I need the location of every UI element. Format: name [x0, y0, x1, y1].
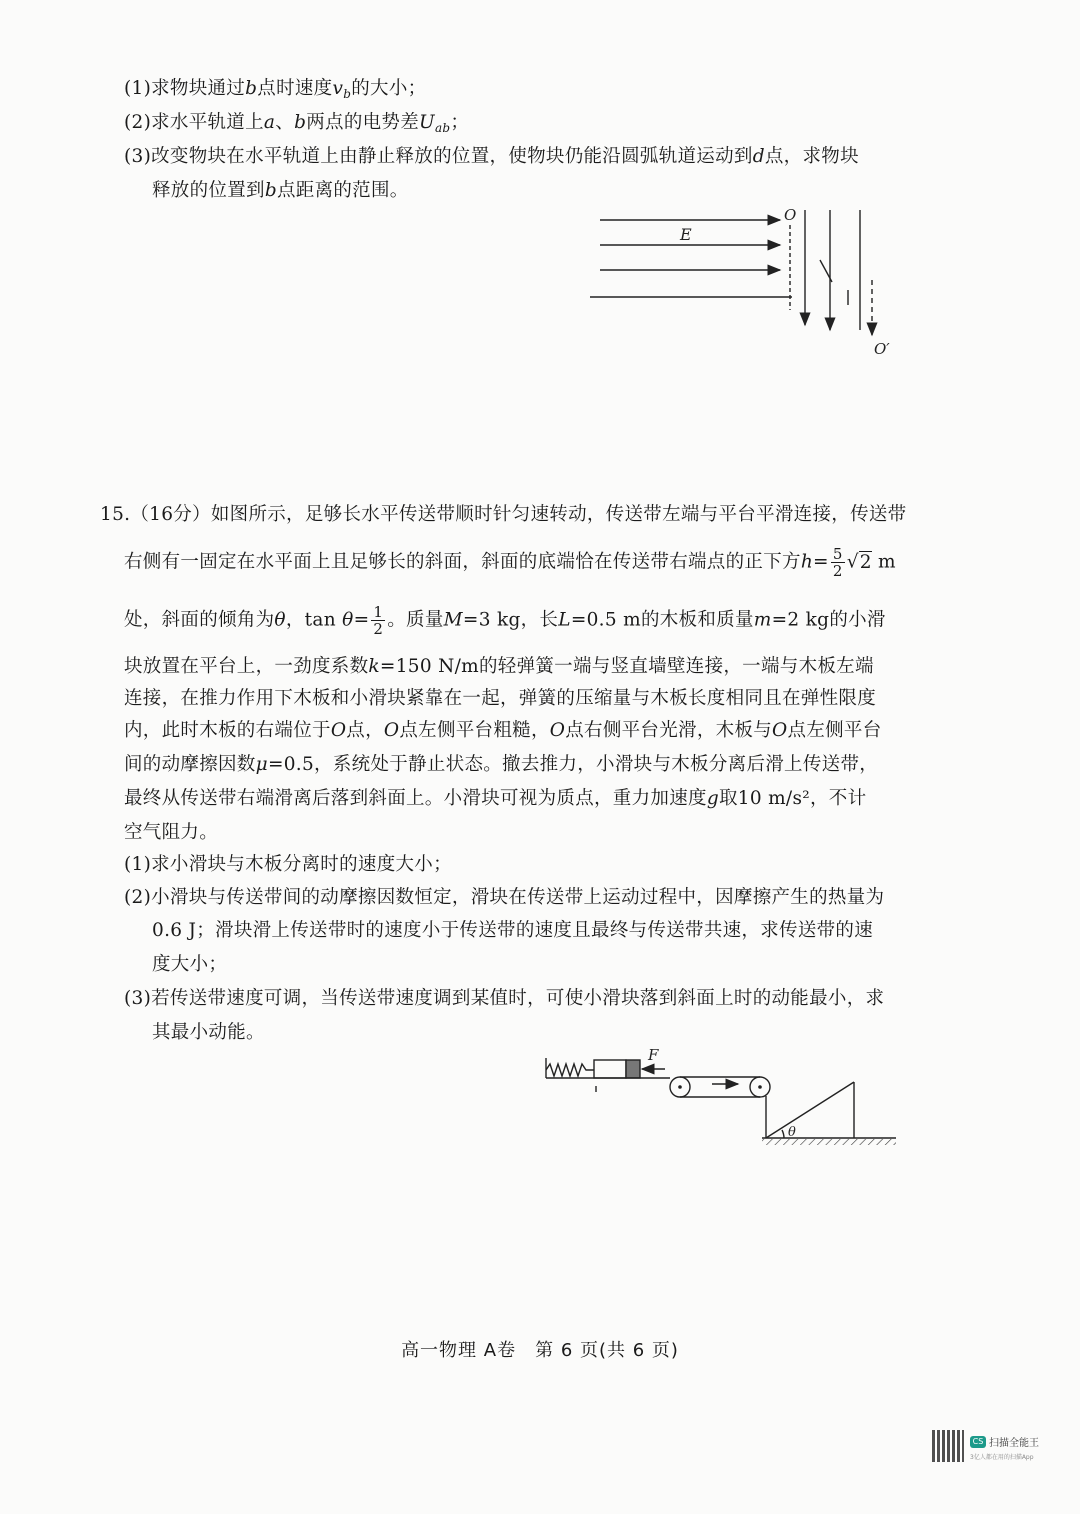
page-footer: 高一物理 A卷 第 6 页(共 6 页): [401, 1340, 679, 1361]
camscanner-logo-icon: CS: [970, 1436, 986, 1448]
qr-code-icon: [932, 1430, 964, 1462]
scanner-watermark: [932, 1430, 1044, 1470]
angle-label-theta: θ: [788, 1125, 796, 1140]
force-label-F: F: [648, 1046, 659, 1064]
watermark-app-name: 扫描全能王: [989, 1438, 1039, 1449]
q15-line-4: 块放置在平台上，一劲度系数k=150 N/m的轻弹簧一端与竖直墙壁连接，一端与木板左端: [124, 656, 874, 677]
q14-part-3: (3)改变物块在水平轨道上由静止释放的位置，使物块仍能沿圆弧轨道运动到d点，求物块: [124, 146, 859, 167]
q14-part-3-cont: 释放的位置到b点距离的范围。: [152, 180, 409, 201]
q15-line-6: 内，此时木板的右端位于O点，O点左侧平台粗糙，O点右侧平台光滑，木板与O点左侧平台: [124, 720, 882, 741]
q15-line-8: 最终从传送带右端滑离后落到斜面上。小滑块可视为质点，重力加速度g取10 m/s²，不计: [124, 788, 867, 809]
q15-conveyor-diagram: [540, 1040, 900, 1160]
q15-part-2-cont-2: 度大小；: [152, 954, 228, 975]
q15-line-3: 处，斜面的倾角为θ，tan θ= $\frac{1}{2}$ 。质量M=3 kg，长L=0.5 m的木板和质量m=2 kg的小滑: [124, 603, 886, 638]
q15-part-3-cont: 其最小动能。: [152, 1022, 265, 1043]
q15-line-5: 连接，在推力作用下木板和小滑块紧靠在一起，弹簧的压缩量与木板长度相同且在弹性限度: [124, 688, 877, 709]
field-label-E: E: [680, 225, 692, 244]
point-O-prime-label: O′: [874, 340, 890, 358]
q14-part-2: (2)求水平轨道上a、b两点的电势差$U_{ab}$；: [124, 112, 470, 135]
point-O-label: O: [784, 206, 797, 224]
q15-part-2-cont-1: 0.6 J；滑块滑上传送带时的速度小于传送带的速度且最终与传送带共速，求传送带的速: [152, 920, 874, 941]
q15-line-9: 空气阻力。: [124, 822, 219, 843]
q15-part-1: (1)求小滑块与木板分离时的速度大小；: [124, 854, 452, 875]
watermark-tagline: 3亿人都在用的扫描App: [970, 1454, 1034, 1461]
q15-part-3: (3)若传送带速度可调，当传送带速度调到某值时，可使小滑块落到斜面上时的动能最小，求: [124, 988, 885, 1009]
q15-line-7: 间的动摩擦因数μ=0.5，系统处于静止状态。撤去推力，小滑块与木板分离后滑上传送带，: [124, 754, 879, 775]
q15-line-1: 15.（16分）如图所示，足够长水平传送带顺时针匀速转动，传送带左端与平台平滑连接，传送带: [100, 504, 907, 525]
q14-part-1: (1)求物块通过b点时速度$v_b$的大小；: [124, 78, 427, 101]
q15-line-2: 右侧有一固定在水平面上且足够长的斜面，斜面的底端恰在传送带右端点的正下方h= $\frac{5}{2}$ √2 m: [124, 545, 896, 580]
q14-field-diagram: [580, 200, 900, 360]
q15-part-2: (2)小滑块与传送带间的动摩擦因数恒定，滑块在传送带上运动过程中，因摩擦产生的热量为: [124, 887, 885, 908]
